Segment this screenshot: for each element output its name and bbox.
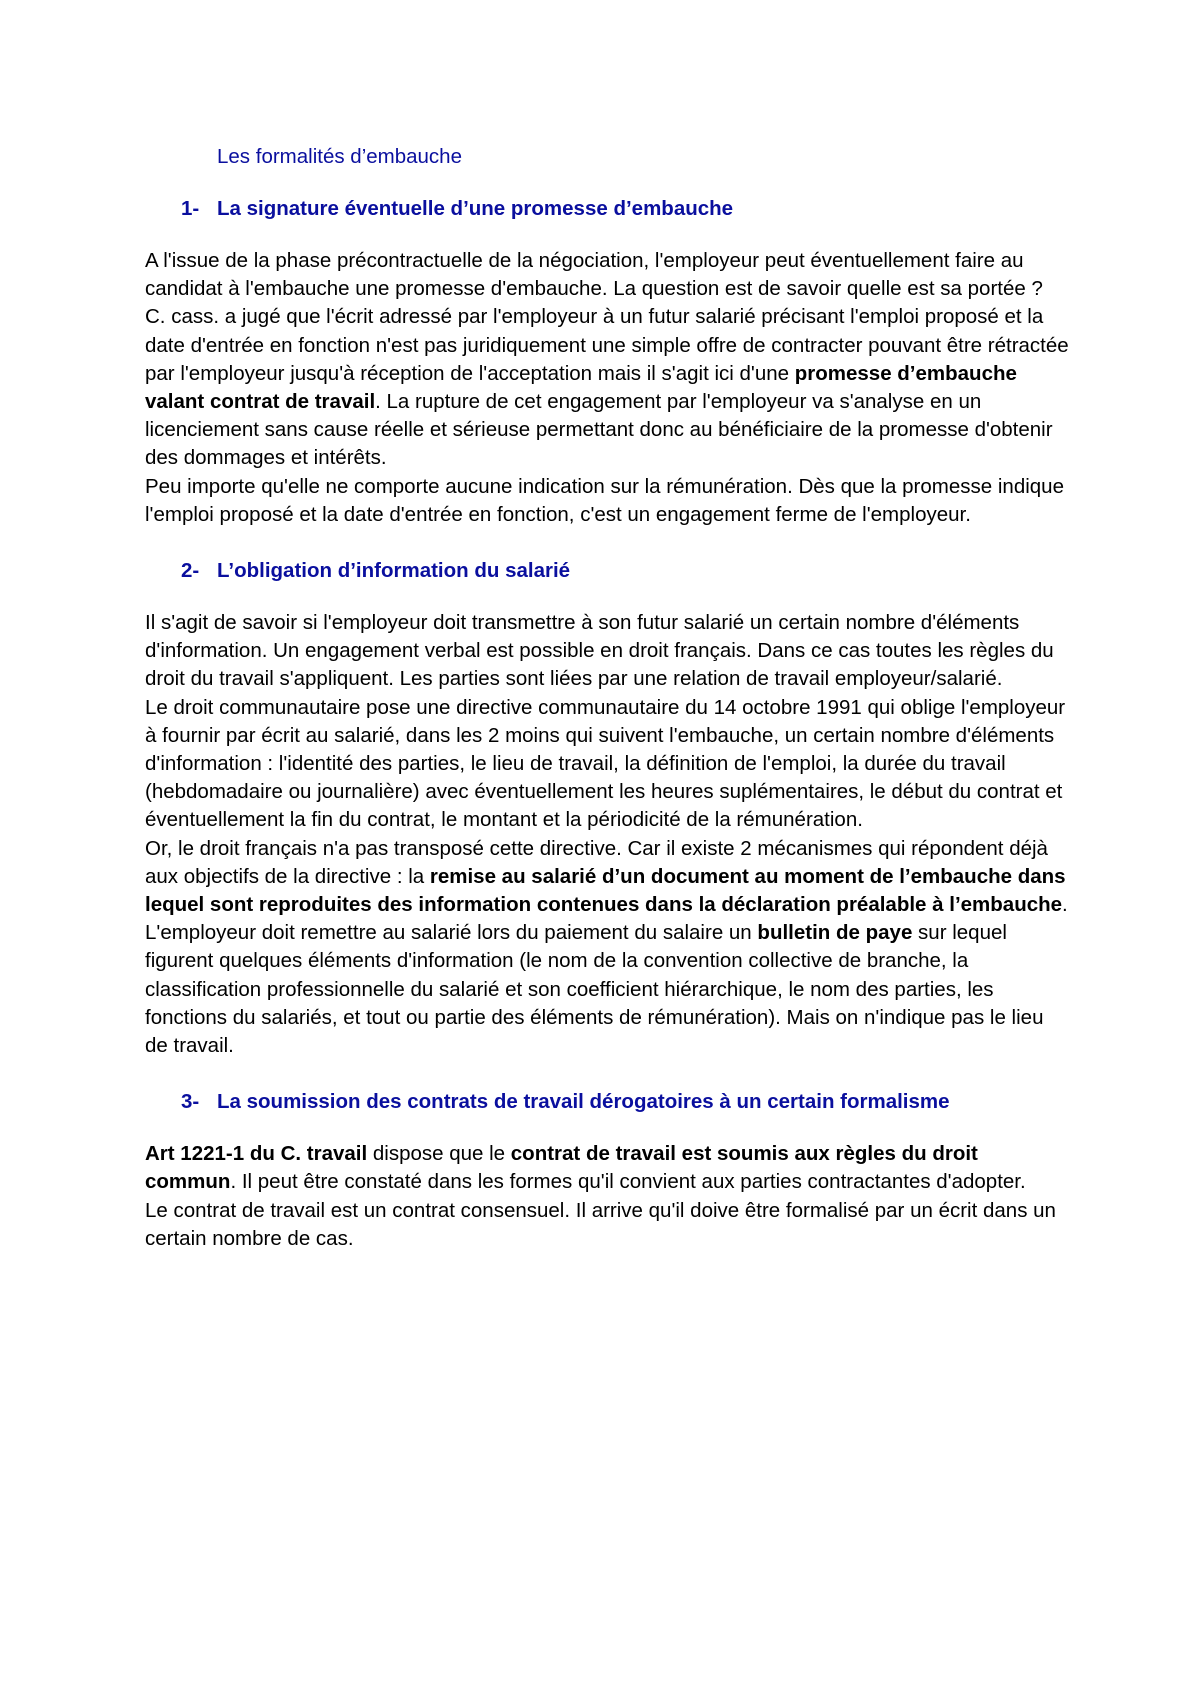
section-1-paragraph-2-bold: promesse d’embauche valant contrat de travail (145, 361, 1017, 414)
section-3-paragraph-1-text-b: . Il peut être constaté dans les formes qu'il convient aux parties contractantes d'adopter. (230, 1170, 1026, 1194)
section-2-body (145, 609, 1070, 1060)
section-3-paragraph-1-text-a: dispose que le (367, 1142, 511, 1166)
section-1-body (145, 247, 1070, 529)
section-3-paragraph-1-bold-2: contrat de travail est soumis aux règles du droit commun (145, 1142, 978, 1194)
section-1-paragraph-2-text-b: . La rupture de cet engagement par l'employeur va s'analyse en un licenciement sans cause réelle et sérieuse permettant donc au bénéficiaire de la promesse d'obtenir des dommages et intérêts. (145, 390, 1053, 470)
section-2-paragraph-1: Il s'agit de savoir si l'employeur doit transmettre à son futur salarié un certain nombre d'éléments d'information. Un engagement verbal est possible en droit français. Dans ce cas toutes les règles du droit du travail s'appliquent. Les parties sont liées par une relation de travail employeur/salarié. (145, 611, 1054, 691)
section-3-heading (181, 1088, 1070, 1116)
section-2-paragraph-3-text-c: sur lequel figurent quelques éléments d'information (le nom de la convention collective de branche, la classification professionnelle du salarié et son coefficient hiérarchique, le nom des parties, les fonctions du salariés, et tout ou partie des éléments de rémunération). Mais on n'indique pas le lieu de travail. (145, 921, 1044, 1058)
section-2-paragraph-3 (145, 835, 1070, 1061)
section-3-paragraph-1 (145, 1140, 1070, 1196)
section-2-paragraph-3-text-b: . L'employeur doit remettre au salarié lors du paiement du salaire un (145, 893, 1068, 945)
section-2-paragraph-3-bold-2: bulletin de paye (757, 921, 913, 945)
section-2-heading (181, 557, 1070, 585)
section-3-title: La soumission des contrats de travail dérogatoires à un certain formalisme (217, 1090, 950, 1114)
document-title: Les formalités d’embauche (217, 145, 462, 168)
section-2-title: L’obligation d’information du salarié (217, 559, 571, 583)
section-1-paragraph-3: Peu importe qu'elle ne comporte aucune indication sur la rémunération. Dès que la promesse indique l'emploi proposé et la date d'entrée en fonction, c'est un engagement ferme de l'employeur. (145, 474, 1064, 526)
section-2-paragraph-2: Le droit communautaire pose une directive communautaire du 14 octobre 1991 qui oblige l'employeur à fournir par écrit au salarié, dans les 2 moins qui suivent l'embauche, un certain nombre d'éléments d'information : l'identité des parties, le lieu de travail, la définition de l'emploi, la durée du travail (hebdomadaire ou journalière) avec éventuellement les heures suplémentaires, le début du contrat et éventuellement la fin du contrat, le montant et la périodicité de la rémunération. (145, 695, 1066, 832)
section-1-heading (181, 195, 1070, 223)
section-3-paragraph-1-bold-1: Art 1221-1 du C. travail (145, 1142, 368, 1166)
section-1-paragraph-2-text-a: C. cass. a jugé que l'écrit adressé par l'employeur à un futur salarié précisant l'emploi proposé et la date d'entrée en fonction n'est pas juridiquement une simple offre de contracter pouvant être rétractée par l'employeur jusqu'à réception de l'acceptation mais il s'agit ici d'une (145, 305, 1069, 385)
section-3-body (145, 1140, 1070, 1253)
section-3-number: 3- (181, 1090, 200, 1114)
document-page (145, 143, 1070, 1281)
section-1-title: La signature éventuelle d’une promesse d’embauche (217, 197, 734, 220)
section-1-paragraph-2 (145, 303, 1070, 472)
section-2-paragraph-3-bold-1: remise au salarié d’un document au moment de l’embauche dans lequel sont reproduites des information contenues dans la déclaration préalable à l’embauche (145, 864, 1066, 917)
section-3-paragraph-2: Le contrat de travail est un contrat consensuel. Il arrive qu'il doive être formalisé par un écrit dans un certain nombre de cas. (145, 1198, 1056, 1250)
section-2-paragraph-3-text-a: Or, le droit français n'a pas transposé cette directive. Car il existe 2 mécanismes qui répondent déjà aux objectifs de la directive : la (145, 836, 1048, 888)
section-1-paragraph-1: A l'issue de la phase précontractuelle de la négociation, l'employeur peut éventuellement faire au candidat à l'embauche une promesse d'embauche. La question est de savoir quelle est sa portée ? (145, 249, 1043, 301)
section-2-number: 2- (181, 559, 200, 583)
section-1-number: 1- (181, 197, 200, 220)
